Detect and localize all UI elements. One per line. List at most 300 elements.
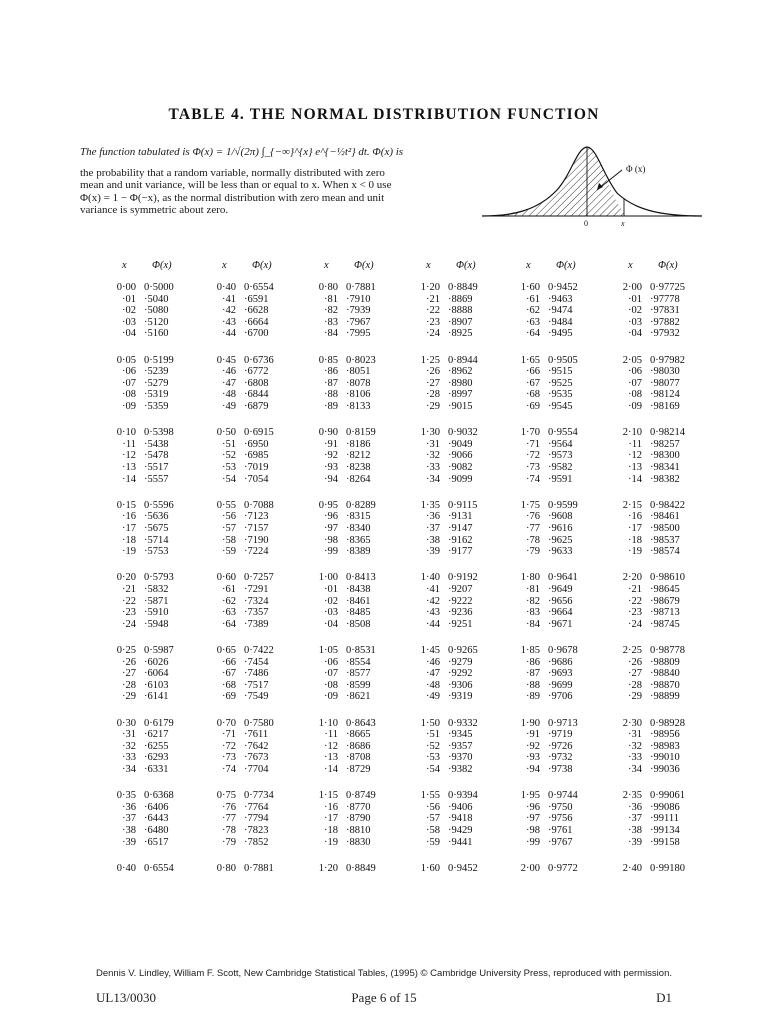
phi-value: 0·9452 [448,862,478,874]
x-value: ·28 [628,679,642,691]
phi-value: ·9591 [548,473,573,485]
table-row [112,294,206,306]
x-value: ·44 [222,328,236,340]
table-row [618,511,712,523]
x-value: ·63 [526,316,540,328]
x-value: ·38 [426,534,440,546]
phi-value: ·9726 [548,740,573,752]
table-row [618,355,712,367]
phi-value: ·6950 [244,438,269,450]
table-row [416,729,510,741]
x-value: ·27 [426,377,440,389]
table-column [516,258,610,935]
row-group [112,790,206,863]
function-formula: The function tabulated is Φ(x) = 1/√(2π) ∫_{−∞}^{x} e^{−½t²} dt. Φ(x) is [80,146,404,158]
table-row [314,366,408,378]
table-row [416,328,510,340]
x-label: x [621,219,625,228]
x-value: ·24 [628,618,642,630]
x-value: 0·15 [116,499,136,511]
table-row [314,546,408,558]
phi-value: ·98713 [650,607,680,619]
table-row [112,450,206,462]
phi-value: 0·5987 [144,644,174,656]
table-row [212,741,306,753]
table-row [516,729,610,741]
table-row [618,718,712,730]
phi-value: ·8389 [346,546,371,558]
phi-value: ·8238 [346,461,371,473]
phi-value: 0·98422 [650,499,685,511]
x-value: 1·65 [520,354,540,366]
phi-value: 0·6736 [244,354,274,366]
phi-value: ·8365 [346,534,371,546]
x-value: ·01 [324,583,338,595]
phi-value: ·99134 [650,824,680,836]
phi-value: ·98169 [650,400,680,412]
x-value: ·89 [324,400,338,412]
phi-value: ·9545 [548,400,573,412]
phi-value: ·8133 [346,400,371,412]
phi-value: 0·5596 [144,499,174,511]
table-row [516,474,610,486]
phi-value: 0·5793 [144,572,174,584]
phi-value: 0·8413 [346,572,376,584]
x-value: ·02 [122,305,136,317]
table-row [618,317,712,329]
table-row [112,500,206,512]
phi-value: ·5080 [144,305,169,317]
x-value: 1·45 [420,644,440,656]
phi-value: 0·5199 [144,354,174,366]
phi-value: ·9222 [448,595,473,607]
x-value: ·24 [122,618,136,630]
x-value: ·01 [628,293,642,305]
phi-value: ·9357 [448,740,473,752]
table-row [212,450,306,462]
row-group [516,718,610,791]
table-row [212,427,306,439]
table-row [314,500,408,512]
table-row [212,328,306,340]
phi-value: ·98645 [650,583,680,595]
phi-value: ·7324 [244,595,269,607]
table-row [314,764,408,776]
phi-value: ·9732 [548,752,573,764]
table-row [314,439,408,451]
table-row [314,718,408,730]
table-row [516,294,610,306]
table-row [416,645,510,657]
phi-value: ·9738 [548,763,573,775]
x-value: ·38 [122,824,136,836]
phi-value: ·9463 [548,293,573,305]
phi-value: ·9664 [548,607,573,619]
table-row [416,401,510,413]
x-value: ·68 [222,679,236,691]
row-group [416,427,510,500]
row-group [516,863,610,936]
phi-value: ·97778 [650,293,680,305]
row-group [314,282,408,355]
phi-value: ·7549 [244,691,269,703]
x-value: 1·10 [318,717,338,729]
table-row [112,535,206,547]
x-value: ·32 [426,450,440,462]
x-value: ·71 [526,438,540,450]
x-value: ·11 [122,438,136,450]
table-row [112,523,206,535]
x-value: ·79 [222,836,236,848]
table-row [112,691,206,703]
x-value: ·64 [222,618,236,630]
x-value: 0·70 [216,717,236,729]
x-value: ·72 [222,740,236,752]
table-row [416,439,510,451]
table-row [618,389,712,401]
x-value: ·99 [526,836,540,848]
phi-value: ·98077 [650,377,680,389]
phi-value: ·5438 [144,438,169,450]
table-row [618,282,712,294]
table-row [416,825,510,837]
phi-value: 0·9332 [448,717,478,729]
column-header [112,258,206,282]
table-column [112,258,206,935]
phi-value: ·98382 [650,473,680,485]
x-value: ·12 [628,450,642,462]
x-value: ·27 [628,668,642,680]
row-group [618,718,712,791]
x-value: 0·95 [318,499,338,511]
table-row [112,474,206,486]
x-value: ·09 [628,400,642,412]
x-value: ·03 [324,607,338,619]
table-row [212,378,306,390]
phi-value: ·9686 [548,656,573,668]
table-row [112,389,206,401]
phi-value: ·8997 [448,389,473,401]
row-group [112,863,206,936]
x-value: ·34 [628,763,642,775]
table-row [516,378,610,390]
table-row [618,596,712,608]
x-value: ·12 [122,450,136,462]
x-value: ·01 [122,293,136,305]
row-group [618,645,712,718]
phi-value: ·8577 [346,668,371,680]
x-value: ·96 [526,801,540,813]
x-value: ·18 [628,534,642,546]
table-row [314,691,408,703]
x-value: ·34 [122,763,136,775]
table-row [314,474,408,486]
phi-value: 0·7422 [244,644,274,656]
phi-value: 0·6179 [144,717,174,729]
x-value: 1·40 [420,572,440,584]
row-group [618,427,712,500]
phi-value: ·6664 [244,316,269,328]
row-group [618,355,712,428]
row-group [618,572,712,645]
table-row [314,596,408,608]
x-value: ·22 [628,595,642,607]
column-header [618,258,712,282]
x-value: ·19 [324,836,338,848]
x-value: ·86 [324,366,338,378]
phi-value: ·9177 [448,546,473,558]
table-row [212,282,306,294]
x-value: ·68 [526,389,540,401]
table-row [314,378,408,390]
table-row [212,729,306,741]
table-row [618,450,712,462]
x-value: 1·80 [520,572,540,584]
phi-value: ·9750 [548,801,573,813]
x-value: ·38 [628,824,642,836]
table-row [516,825,610,837]
x-value: ·17 [122,522,136,534]
x-value: ·34 [426,473,440,485]
x-value: ·58 [426,824,440,836]
table-row [314,813,408,825]
table-row [618,752,712,764]
phi-value: 0·8849 [448,282,478,293]
table-row [212,657,306,669]
phi-value: ·99036 [650,763,680,775]
x-value: ·91 [526,729,540,741]
table-row [618,584,712,596]
phi-value: ·8830 [346,836,371,848]
phi-value: ·6103 [144,679,169,691]
x-value: ·04 [628,328,642,340]
phi-value: 0·5000 [144,282,174,293]
header-x: x [426,260,431,271]
row-group [112,645,206,718]
phi-label: Φ (x) [626,164,646,174]
x-value: ·11 [324,729,338,741]
x-value: ·94 [526,763,540,775]
table-row [516,511,610,523]
table-row [112,802,206,814]
table-row [314,294,408,306]
phi-value: ·9418 [448,813,473,825]
row-group [314,718,408,791]
x-value: ·66 [222,656,236,668]
x-value: ·48 [426,679,440,691]
table-row [516,535,610,547]
table-row [416,607,510,619]
table-row [516,355,610,367]
phi-value: ·9625 [548,534,573,546]
shaded-area [482,147,624,216]
x-value: ·32 [122,740,136,752]
phi-value: ·9608 [548,511,573,523]
table-row [416,718,510,730]
phi-value: ·6591 [244,293,269,305]
table-row [112,668,206,680]
x-value: ·93 [526,752,540,764]
table-row [618,401,712,413]
phi-value: ·9767 [548,836,573,848]
phi-value: 0·9713 [548,717,578,729]
header-x: x [122,260,127,271]
row-group [416,500,510,573]
row-group [314,645,408,718]
table-row [212,837,306,849]
table-row [516,645,610,657]
phi-value: ·6331 [144,763,169,775]
phi-value: ·9699 [548,679,573,691]
x-value: 1·60 [520,282,540,293]
header-phi: Φ(x) [252,260,272,271]
x-value: ·08 [628,389,642,401]
x-value: ·57 [426,813,440,825]
x-value: 2·40 [622,862,642,874]
x-value: ·36 [122,801,136,813]
x-value: 0·40 [116,862,136,874]
table-row [516,572,610,584]
x-value: 2·20 [622,572,642,584]
phi-value: 0·9505 [548,354,578,366]
table-row [416,691,510,703]
phi-value: ·9147 [448,522,473,534]
table-row [314,450,408,462]
phi-value: 0·6554 [144,862,174,874]
x-value: 2·00 [622,282,642,293]
row-group [516,645,610,718]
x-value: ·77 [526,522,540,534]
phi-value: ·6255 [144,740,169,752]
table-row [212,764,306,776]
phi-value: ·9099 [448,473,473,485]
table-row [618,802,712,814]
x-value: ·79 [526,546,540,558]
row-group [618,790,712,863]
table-row [516,305,610,317]
table-row [618,764,712,776]
x-value: ·22 [122,595,136,607]
phi-value: 0·98778 [650,644,685,656]
table-row [212,355,306,367]
x-value: ·41 [222,293,236,305]
row-group [618,500,712,573]
table-row [516,366,610,378]
table-row [112,546,206,558]
phi-value: ·7517 [244,679,269,691]
x-value: ·09 [122,400,136,412]
table-row [618,668,712,680]
table-row [314,355,408,367]
table-row [516,691,610,703]
phi-value: 0·8643 [346,717,376,729]
table-row [416,378,510,390]
phi-value: ·8340 [346,522,371,534]
table-row [416,752,510,764]
x-value: 0·10 [116,427,136,439]
row-group [212,500,306,573]
x-value: ·29 [628,691,642,703]
x-value: ·03 [628,316,642,328]
phi-value: ·8869 [448,293,473,305]
phi-value: ·5948 [144,618,169,630]
phi-value: 0·99180 [650,862,685,874]
table-row [516,863,610,875]
table-row [416,546,510,558]
row-group [416,355,510,428]
column-header [516,258,610,282]
table-row [516,752,610,764]
table-row [314,462,408,474]
phi-value: ·9761 [548,824,573,836]
header-phi: Φ(x) [556,260,576,271]
row-group [314,863,408,936]
x-value: ·61 [526,293,540,305]
table-row [416,837,510,849]
x-value: ·49 [222,400,236,412]
table-row [516,813,610,825]
phi-value: ·98461 [650,511,680,523]
table-row [212,607,306,619]
x-value: ·08 [122,389,136,401]
table-row [212,317,306,329]
x-value: ·73 [526,461,540,473]
row-group [314,790,408,863]
table-row [212,294,306,306]
phi-value: ·8508 [346,618,371,630]
header-phi: Φ(x) [658,260,678,271]
x-value: ·02 [628,305,642,317]
phi-value: ·98300 [650,450,680,462]
table-row [516,790,610,802]
x-value: 1·50 [420,717,440,729]
x-value: ·17 [324,813,338,825]
phi-value: ·5832 [144,583,169,595]
table-row [516,401,610,413]
table-row [416,427,510,439]
table-row [212,691,306,703]
phi-value: 0·8531 [346,644,376,656]
phi-value: ·8980 [448,377,473,389]
phi-value: ·9474 [548,305,573,317]
table-row [416,596,510,608]
table-row [416,282,510,294]
table-row [516,523,610,535]
x-value: ·78 [526,534,540,546]
x-value: ·23 [628,607,642,619]
x-value: ·98 [526,824,540,836]
x-value: ·52 [222,450,236,462]
x-value: ·28 [122,679,136,691]
x-value: ·51 [426,729,440,741]
table-column [618,258,712,935]
phi-value: ·9382 [448,763,473,775]
x-value: 2·35 [622,790,642,802]
table-row [112,355,206,367]
table-row [212,619,306,631]
phi-value: ·7157 [244,522,269,534]
phi-value: ·7389 [244,618,269,630]
phi-value: ·8485 [346,607,371,619]
row-group [212,355,306,428]
table-row [416,462,510,474]
x-value: ·77 [222,813,236,825]
x-value: ·08 [324,679,338,691]
phi-value: 0·9554 [548,427,578,439]
phi-value: 0·99061 [650,790,685,802]
phi-value: 0·8289 [346,499,376,511]
x-value: ·21 [426,293,440,305]
